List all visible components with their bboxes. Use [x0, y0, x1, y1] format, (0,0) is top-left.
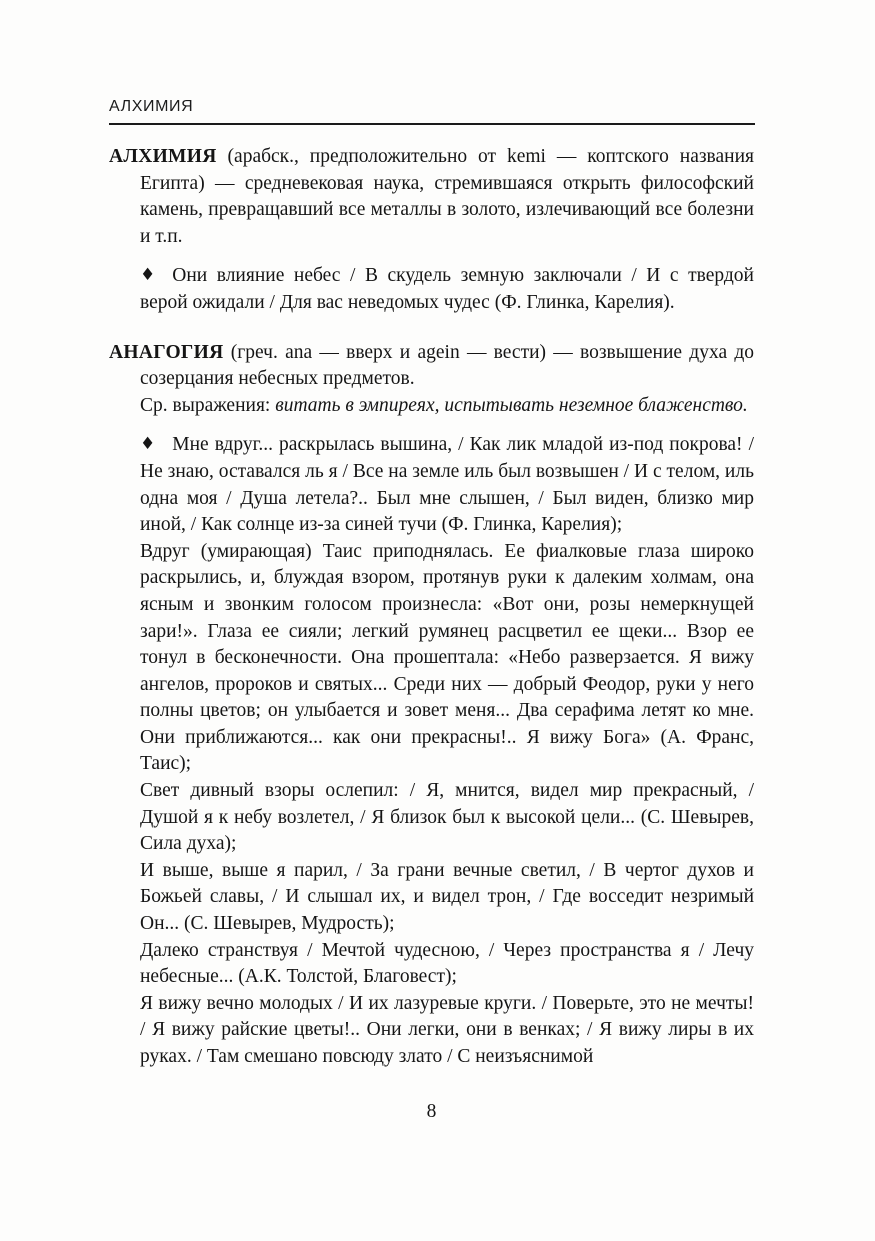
- quote-block: [140, 432, 754, 1070]
- page-header: [109, 98, 754, 125]
- quote-text: Свет дивный взоры ослепил: / Я, мнится, видел мир прекрасный, / Душой я к небу возлетел, / Я близок был к высокой цели... (С. Шевырев, Сила духа);: [140, 780, 754, 855]
- entry-note-paragraph: [109, 393, 754, 420]
- entry-anagogy: [109, 340, 754, 1071]
- entry-headword: АНАГОГИЯ: [109, 341, 224, 363]
- entry-definition-text: (греч. ana — вверх и agein — вести) — возвышение духа до созерцания небесных предметов.: [140, 341, 755, 390]
- entry-headword: АЛХИМИЯ: [109, 146, 217, 167]
- entry-alchemy: [109, 144, 754, 317]
- quote-text: И выше, выше я парил, / За грани вечные светил, / В чертог духов и Божьей славы, / И слышал их, и видел трон, / Где восседит незримый Он... (С. Шевырев, Мудрость);: [140, 859, 754, 935]
- quote-paragraph: [140, 432, 754, 538]
- entry-definition-paragraph: [109, 340, 754, 393]
- note-italic-text: витать в эмпиреях, испытывать неземное блаженство.: [275, 394, 748, 416]
- diamond-bullet-icon: ♦: [140, 265, 156, 286]
- note-label: Ср. выражения:: [140, 394, 276, 416]
- quote-text: Далеко странствуя / Мечтой чудесною, / Через пространства я / Лечу небесные... (А.К. Толстой, Благовест);: [140, 939, 754, 988]
- quote-text: Вдруг (умирающая) Таис приподнялась. Ее фиалковые глаза широко раскрылись, и, блуждая взором, протянув руки к далеким холмам, она ясным и звонким голосом произнесла: «Вот они, розы немеркнущей зари!». Глаза ее сияли; легкий румянец расцветил ее щеки... Взор ее тонул в бесконечности. Она прошептала: «Небо разверзается. Я вижу ангелов, пророков и святых... Среди них — добрый Феодор, руки у него полны цветов; он улыбается и зовет меня... Два серафима летят ко мне. Они приближаются... как они прекрасны!.. Я вижу Бога» (А. Франс, Таис);: [140, 540, 754, 775]
- header-rule: [109, 123, 755, 125]
- quote-text: Мне вдруг... раскрылась вышина, / Как лик младой из-под покрова! / Не знаю, оставался ль я / Все на земле иль был возвышен / И с телом, иль одна моя / Душа летела?.. Был мне слышен, / Был виден, близко мир иной, / Как солнце из-за синей тучи (Ф. Глинка, Карелия);: [140, 434, 754, 536]
- diamond-bullet-icon: ♦: [140, 434, 156, 455]
- quote-paragraph: [140, 778, 754, 858]
- quote-paragraph: [140, 991, 754, 1071]
- quote-text: Они влияние небес / В скудель земную заключали / И с твердой верой ожидали / Для вас неведомых чудес (Ф. Глинка, Карелия).: [140, 265, 754, 313]
- page-content: [109, 98, 754, 1071]
- quote-block: [140, 263, 754, 316]
- quote-text: Я вижу вечно молодых / И их лазуревые круги. / Поверьте, это не мечты! / Я вижу райские цветы!.. Они легки, они в венках; / Я вижу лиры в их руках. / Там смешано повсюду злато / С неизъяснимой: [140, 992, 754, 1067]
- quote-paragraph: [140, 858, 754, 938]
- quote-paragraph: [140, 938, 754, 991]
- quote-paragraph: [140, 539, 754, 778]
- running-head: АЛХИМИЯ: [109, 98, 194, 115]
- dictionary-text: [109, 144, 754, 1071]
- page-number: 8: [426, 1101, 437, 1122]
- entry-definition-text: (арабск., предположительно от kemi — коптского названия Египта) — средневековая наука, стремившаяся открыть философский камень, превращавший все металлы в золото, излечивающий все болезни и т.п.: [140, 146, 754, 247]
- entry-definition-paragraph: [109, 144, 754, 250]
- quote-paragraph: [140, 263, 754, 316]
